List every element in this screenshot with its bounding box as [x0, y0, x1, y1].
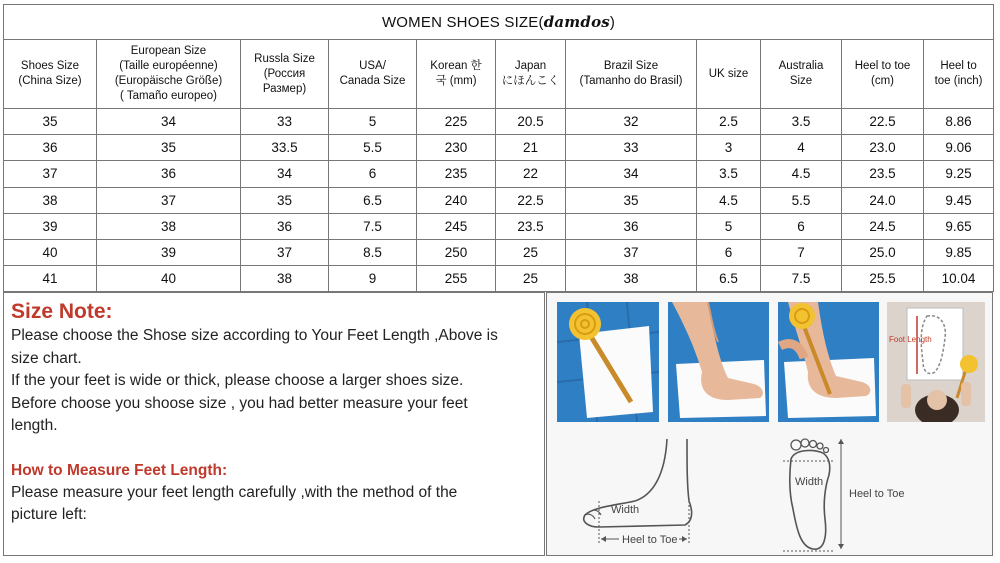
- table-cell: 25.5: [842, 266, 924, 292]
- pencil-paper-illustration: [557, 302, 659, 422]
- table-cell: 3.5: [761, 109, 842, 135]
- table-cell: 39: [97, 239, 241, 265]
- table-cell: 25: [496, 266, 566, 292]
- column-header-line: (Taille européenne): [119, 60, 218, 72]
- size-note-heading: Size Note:: [11, 300, 113, 323]
- table-cell: 7: [761, 239, 842, 265]
- table-cell: 4.5: [697, 187, 761, 213]
- table-cell: 10.04: [924, 266, 994, 292]
- table-cell: 255: [417, 266, 496, 292]
- table-cell: 7.5: [329, 213, 417, 239]
- column-header-line: ( Tamaño europeo): [120, 90, 217, 102]
- column-header-line: にほんこく: [501, 75, 560, 87]
- table-cell: 6: [697, 239, 761, 265]
- table-cell: 34: [241, 161, 329, 187]
- column-header-line: USA/: [359, 60, 386, 72]
- column-header: [566, 40, 697, 109]
- sole-heel-label: Heel to Toe: [849, 488, 905, 500]
- table-cell: 32: [566, 109, 697, 135]
- table-row: [4, 109, 994, 135]
- size-chart-table: [3, 4, 994, 292]
- measure-heading: How to Measure Feet Length:: [11, 461, 228, 479]
- foot-length-illustration: [887, 302, 985, 422]
- column-header: [697, 40, 761, 109]
- table-cell: 35: [241, 187, 329, 213]
- column-header-line: (China Size): [18, 75, 82, 87]
- table-cell: 37: [4, 161, 97, 187]
- column-header-line: Japan: [514, 60, 547, 72]
- table-cell: 20.5: [496, 109, 566, 135]
- table-cell: 36: [241, 213, 329, 239]
- table-cell: 24.5: [842, 213, 924, 239]
- table-cell: 5: [697, 213, 761, 239]
- table-cell: 250: [417, 239, 496, 265]
- table-cell: 41: [4, 266, 97, 292]
- table-cell: 38: [97, 213, 241, 239]
- table-cell: 22.5: [842, 109, 924, 135]
- column-header-line: toe (inch): [934, 75, 983, 87]
- table-cell: 9.65: [924, 213, 994, 239]
- note-line: If the your feet is wide or thick, please choose a larger shoes size.: [11, 372, 464, 389]
- table-cell: 36: [4, 135, 97, 161]
- table-cell: 36: [97, 161, 241, 187]
- column-header-line: Shoes Size: [20, 60, 80, 72]
- photo-pencil-paper: [557, 302, 659, 422]
- column-header-line: (cm): [871, 75, 894, 87]
- column-header: [496, 40, 566, 109]
- table-cell: 23.5: [842, 161, 924, 187]
- column-header: [241, 40, 329, 109]
- table-cell: 235: [417, 161, 496, 187]
- table-cell: 2.5: [697, 109, 761, 135]
- table-cell: 225: [417, 109, 496, 135]
- table-cell: 37: [566, 239, 697, 265]
- column-header-line: Canada Size: [339, 75, 406, 87]
- foot-length-label: Foot Length: [889, 335, 932, 344]
- foot-on-paper-illustration: [668, 302, 769, 422]
- table-cell: 21: [496, 135, 566, 161]
- column-header-line: Size: [789, 75, 813, 87]
- table-cell: 4.5: [761, 161, 842, 187]
- table-cell: 37: [97, 187, 241, 213]
- table-cell: 40: [97, 266, 241, 292]
- measure-method-panel: [546, 292, 993, 556]
- table-cell: 8.5: [329, 239, 417, 265]
- column-header-line: (Россия: [263, 67, 306, 80]
- column-header: [329, 40, 417, 109]
- note-line: Before choose you shoose size , you had better measure your feet: [11, 394, 468, 412]
- column-header-line: Russla Size: [254, 52, 315, 65]
- sole-foot-outline: [769, 435, 929, 553]
- column-header-line: European Size: [130, 45, 207, 57]
- sole-width-label: Width: [795, 476, 824, 488]
- brand-name: damdos: [543, 13, 610, 31]
- column-header-line: Brazil Size: [603, 60, 659, 72]
- table-cell: 38: [241, 266, 329, 292]
- table-cell: 25: [496, 239, 566, 265]
- table-cell: 7.5: [761, 266, 842, 292]
- table-cell: 3.5: [697, 161, 761, 187]
- photo-foot-length: [887, 302, 985, 422]
- table-cell: 33.5: [241, 135, 329, 161]
- column-header-line: (Tamanho do Brasil): [579, 75, 683, 87]
- table-cell: 22.5: [496, 187, 566, 213]
- column-header-line: Korean 한: [430, 60, 482, 72]
- photo-marking-foot: [778, 302, 879, 422]
- table-cell: 9.45: [924, 187, 994, 213]
- column-header-line: 국 (mm): [435, 75, 477, 87]
- table-row: [4, 266, 994, 292]
- table-cell: 6: [329, 161, 417, 187]
- table-cell: 9.85: [924, 239, 994, 265]
- table-cell: 4: [761, 135, 842, 161]
- table-header-row: [4, 40, 994, 109]
- column-header-line: (Europäische Größe): [114, 75, 223, 87]
- table-cell: 9: [329, 266, 417, 292]
- size-note-panel: [3, 292, 545, 556]
- sole-view-foot-diagram: [769, 435, 929, 553]
- column-header: [924, 40, 994, 109]
- column-header: [761, 40, 842, 109]
- table-title: WOMEN SHOES SIZE(damdos): [4, 5, 994, 40]
- side-heel-label: Heel to Toe: [622, 534, 678, 546]
- column-header-line: Australia: [778, 60, 824, 72]
- table-cell: 5.5: [329, 135, 417, 161]
- table-cell: 9.25: [924, 161, 994, 187]
- table-row: [4, 239, 994, 265]
- table-cell: 6: [761, 213, 842, 239]
- table-cell: 38: [566, 266, 697, 292]
- table-cell: 34: [97, 109, 241, 135]
- table-row: [4, 213, 994, 239]
- table-cell: 9.06: [924, 135, 994, 161]
- table-cell: 23.0: [842, 135, 924, 161]
- column-header-line: Heel to toe: [854, 60, 911, 72]
- table-cell: 37: [241, 239, 329, 265]
- table-row: [4, 161, 994, 187]
- note-line: length.: [11, 417, 58, 434]
- note-line: size chart.: [11, 349, 82, 367]
- table-cell: 24.0: [842, 187, 924, 213]
- table-cell: 40: [4, 239, 97, 265]
- column-header: [97, 40, 241, 109]
- photo-foot-on-paper: [668, 302, 769, 422]
- column-header: [4, 40, 97, 109]
- column-header: [842, 40, 924, 109]
- lollipop-icon: [569, 308, 601, 340]
- table-cell: 240: [417, 187, 496, 213]
- table-cell: 23.5: [496, 213, 566, 239]
- table-cell: 5.5: [761, 187, 842, 213]
- table-cell: 35: [4, 109, 97, 135]
- table-cell: 33: [566, 135, 697, 161]
- side-view-foot-diagram: [569, 435, 729, 553]
- table-cell: 35: [566, 187, 697, 213]
- note-line: Please choose the Shose size according to Your Feet Length ,Above is: [11, 327, 498, 344]
- table-cell: 3: [697, 135, 761, 161]
- marking-foot-illustration: [778, 302, 879, 422]
- table-cell: 34: [566, 161, 697, 187]
- column-header: [417, 40, 496, 109]
- table-cell: 22: [496, 161, 566, 187]
- table-cell: 36: [566, 213, 697, 239]
- column-header-line: UK size: [708, 67, 749, 80]
- table-cell: 25.0: [842, 239, 924, 265]
- column-header-line: Размер): [262, 82, 307, 95]
- table-cell: 35: [97, 135, 241, 161]
- table-cell: 6.5: [329, 187, 417, 213]
- table-cell: 8.86: [924, 109, 994, 135]
- table-cell: 230: [417, 135, 496, 161]
- measure-line: picture left:: [11, 506, 87, 523]
- table-cell: 33: [241, 109, 329, 135]
- table-body: [4, 109, 994, 292]
- table-row: [4, 135, 994, 161]
- measure-line: Please measure your feet length carefully ,with the method of the: [11, 483, 458, 501]
- table-cell: 6.5: [697, 266, 761, 292]
- column-header-line: Heel to: [940, 60, 977, 72]
- side-foot-outline: [569, 435, 729, 553]
- table-cell: 5: [329, 109, 417, 135]
- table-cell: 39: [4, 213, 97, 239]
- side-width-label: Width: [611, 504, 640, 516]
- table-row: [4, 187, 994, 213]
- table-cell: 245: [417, 213, 496, 239]
- table-cell: 38: [4, 187, 97, 213]
